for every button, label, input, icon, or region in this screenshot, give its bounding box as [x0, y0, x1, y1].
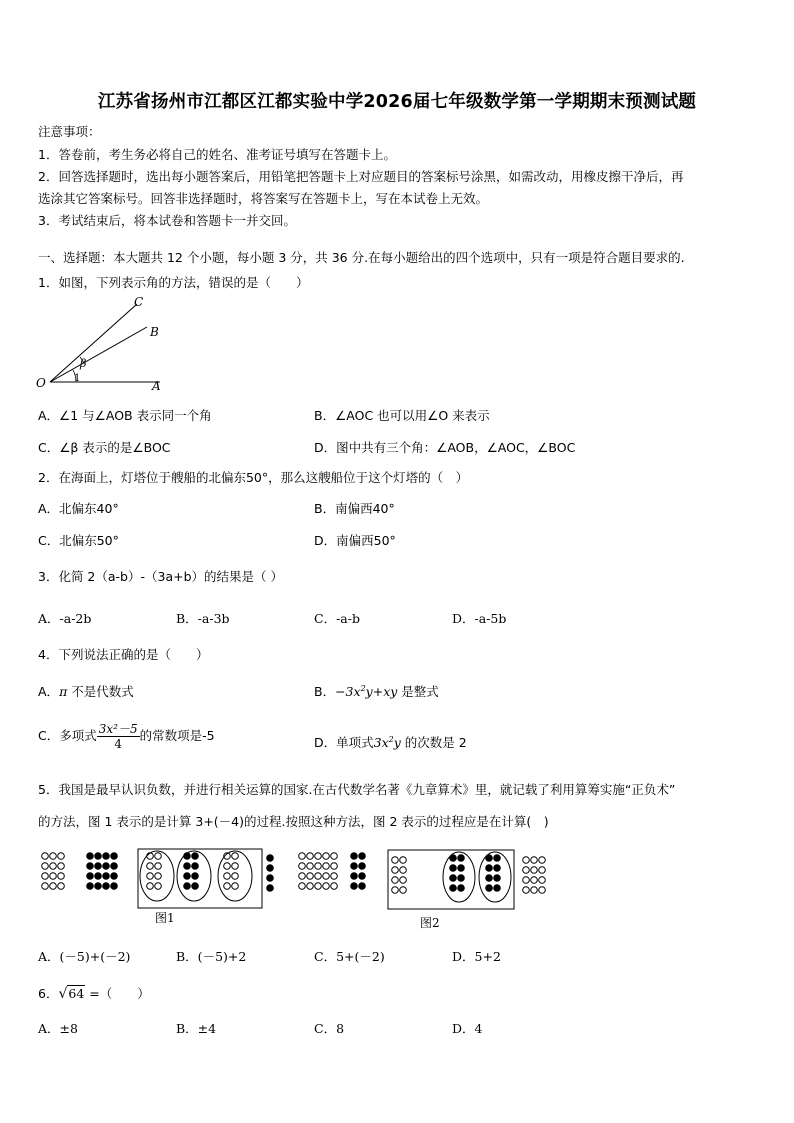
rod-cluster-4: [184, 853, 199, 890]
rod-dot: [315, 863, 322, 870]
rod-dot: [224, 863, 231, 870]
q4-c-numerator: 3x²－5: [98, 722, 138, 736]
notice-item-1: 1．答卷前，考生务必将自己的姓名、准考证号填写在答题卡上。: [38, 147, 396, 162]
rod-dot: [267, 865, 274, 872]
rod-dot: [267, 885, 274, 892]
q5-stem-line-2: 的方法，图 1 表示的是计算 3+(－4)的过程.按照这种方法，图 2 表示的过程应是在计算( ): [38, 814, 549, 829]
q6-option-d: D．4: [452, 1021, 483, 1036]
q6-stem: [38, 984, 150, 1002]
label-one: 1: [74, 373, 81, 384]
rod-dot: [323, 873, 330, 880]
rod-dot: [87, 863, 94, 870]
q4-d-prefix: D．单项式: [314, 735, 374, 750]
rod-dot: [95, 863, 102, 870]
rod-dot: [111, 853, 118, 860]
q4-option-b: [314, 682, 439, 700]
rod-dot: [331, 863, 338, 870]
rod-dot: [331, 873, 338, 880]
rod-dot: [184, 873, 191, 880]
label-A: A: [152, 379, 161, 392]
q2-option-b: B．南偏西40°: [314, 501, 395, 516]
q1-option-d: D．图中共有三个角：∠AOB，∠AOC，∠BOC: [314, 440, 576, 455]
rod-dot: [184, 863, 191, 870]
q4-a-pi: π: [59, 684, 68, 699]
rod-dot: [458, 855, 465, 862]
rod-dot: [392, 877, 399, 884]
rod-dot: [539, 867, 546, 874]
page-title: 江苏省扬州市江都区江都实验中学2026届七年级数学第一学期期末预测试题: [97, 92, 697, 112]
rod-dot: [307, 873, 314, 880]
rod-dot: [42, 883, 49, 890]
rod-dot: [315, 873, 322, 880]
rod-dot: [351, 863, 358, 870]
rod-dot: [147, 883, 154, 890]
rod-dot: [103, 863, 110, 870]
rod-dot: [299, 863, 306, 870]
rod-dot: [155, 853, 162, 860]
rod-dot: [523, 887, 530, 894]
rod-dot: [323, 883, 330, 890]
figure1-caption: 图1: [155, 911, 175, 925]
sqrt-sign: √: [58, 986, 68, 1002]
rod-cluster-7: [299, 853, 338, 890]
q1-option-b: B．∠AOC 也可以用∠O 来表示: [314, 408, 490, 423]
rod-dot: [111, 873, 118, 880]
q4-stem: 4．下列说法正确的是（ ）: [38, 647, 209, 662]
rod-dot: [523, 867, 530, 874]
angle-figure: [34, 294, 166, 392]
q6-option-b: B．±4: [176, 1021, 217, 1036]
rod-dot: [232, 883, 239, 890]
q2-stem: 2．在海面上，灯塔位于艘船的北偏东50°，那么这艘船位于这个灯塔的（ ）: [38, 470, 469, 485]
rod-dot: [58, 883, 65, 890]
rod-dot: [450, 865, 457, 872]
rod-dot: [494, 885, 501, 892]
rod-dot: [315, 883, 322, 890]
rod-dot: [58, 873, 65, 880]
q4-c-prefix: C．多项式: [38, 728, 97, 743]
q1-option-c: C．∠β 表示的是∠BOC: [38, 440, 171, 455]
rod-dot: [486, 875, 493, 882]
rod-dot: [458, 865, 465, 872]
rod-dot: [531, 857, 538, 864]
rod-dot: [539, 857, 546, 864]
rod-dot: [307, 883, 314, 890]
label-O: O: [36, 376, 46, 390]
rod-dot: [299, 853, 306, 860]
q4-c-suffix: 的常数项是-5: [139, 728, 215, 743]
notice-heading: 注意事项：: [38, 124, 101, 139]
q4-a-suffix: 不是代数式: [67, 684, 134, 699]
q3-option-b: B．-a-3b: [176, 611, 230, 626]
rod-dot: [267, 875, 274, 882]
rod-cluster-12: [523, 857, 546, 894]
rod-dot: [486, 885, 493, 892]
notice-item-2: 2．回答选择题时，选出每小题答案后，用铅笔把答题卡上对应题目的答案标号涂黑，如需改动，用橡皮擦干净后，再: [38, 169, 684, 184]
q3-stem: 3．化简 2（a-b）-（3a+b）的结果是（ ）: [38, 569, 283, 584]
rod-dot: [458, 875, 465, 882]
rod-dot: [42, 853, 49, 860]
q6-equals-paren: =（ ）: [85, 986, 150, 1001]
q4-a-prefix: A．: [38, 684, 60, 699]
rod-dot: [400, 857, 407, 864]
q1-option-a: A．∠1 与∠AOB 表示同一个角: [38, 408, 212, 423]
rod-dot: [95, 853, 102, 860]
rod-dot: [531, 877, 538, 884]
q4-d-suffix: 的次数是 2: [400, 735, 467, 750]
notice-item-2-cont: 选涂其它答案标号。回答非选择题时，将答案写在答题卡上，写在本试卷上无效。: [38, 191, 489, 206]
rod-dot: [87, 873, 94, 880]
rod-dot: [323, 863, 330, 870]
label-B: B: [150, 325, 159, 339]
label-beta: β: [80, 357, 87, 370]
rod-dot: [494, 855, 501, 862]
label-C: C: [134, 295, 144, 309]
rod-cluster-9: [392, 857, 407, 894]
q4-d-expression: $3x^2y$: [373, 734, 401, 750]
rod-dot: [351, 853, 358, 860]
rod-dot: [103, 853, 110, 860]
rod-dot: [50, 883, 57, 890]
rod-dot: [299, 873, 306, 880]
rod-dot: [103, 883, 110, 890]
rod-dot: [224, 883, 231, 890]
rod-dot: [523, 877, 530, 884]
rod-cluster-3: [147, 853, 162, 890]
rod-dot: [351, 873, 358, 880]
rod-dot: [50, 863, 57, 870]
q6-radicand: 64: [68, 986, 85, 1001]
rod-dot: [95, 883, 102, 890]
rod-dot: [192, 873, 199, 880]
rod-cluster-1: [42, 853, 65, 890]
rod-dot: [392, 867, 399, 874]
q3-option-a: A．-a-2b: [38, 611, 92, 626]
rod-dot: [494, 875, 501, 882]
q2-option-d: D．南偏西50°: [314, 533, 396, 548]
rod-cluster-8: [351, 853, 366, 890]
rod-dot: [42, 863, 49, 870]
q1-stem: 1．如图，下列表示角的方法，错误的是（ ）: [38, 275, 309, 290]
q3-option-c: C．-a-b: [314, 611, 360, 626]
rod-cluster-10: [450, 855, 465, 892]
rod-dot: [192, 883, 199, 890]
rod-dot: [50, 873, 57, 880]
rod-dot: [42, 873, 49, 880]
rod-dot: [58, 863, 65, 870]
notice-item-3: 3．考试结束后，将本试卷和答题卡一并交回。: [38, 213, 296, 228]
q4-b-expression: $-3x^2y+xy$: [335, 683, 398, 699]
rod-dot: [458, 885, 465, 892]
rod-dot: [400, 867, 407, 874]
rod-dot: [307, 853, 314, 860]
rod-dot: [392, 857, 399, 864]
q3-option-d: D．-a-5b: [452, 611, 507, 626]
q4-b-suffix: 是整式: [397, 684, 439, 699]
rod-dot: [450, 885, 457, 892]
rod-dot: [95, 873, 102, 880]
rod-dot: [155, 863, 162, 870]
rod-dot: [359, 853, 366, 860]
rod-cluster-5: [224, 853, 239, 890]
rod-dot: [147, 863, 154, 870]
rod-dot: [359, 863, 366, 870]
rod-dot: [103, 873, 110, 880]
rod-dot: [331, 853, 338, 860]
figure2-caption: 图2: [420, 916, 440, 930]
q5-option-c: C．5+(－2): [314, 949, 385, 964]
q5-stem-line-1: 5．我国是最早认识负数，并进行相关运算的国家.在古代数学名著《九章算术》里，就记载了利用算筹实施“正负术”: [38, 782, 676, 797]
rod-dot: [50, 853, 57, 860]
rod-dot: [192, 863, 199, 870]
q4-c-denominator: 4: [114, 737, 122, 751]
q6-option-c: C．8: [314, 1021, 345, 1036]
rod-dot: [523, 857, 530, 864]
q5-option-d: D．5+2: [452, 949, 501, 964]
rod-cluster-2: [87, 853, 118, 890]
rod-dot: [155, 873, 162, 880]
q5-option-b: B．(－5)+2: [176, 949, 247, 964]
q4-option-d: [314, 733, 467, 751]
rod-dot: [58, 853, 65, 860]
rod-dot: [224, 873, 231, 880]
counting-rods-figure: [40, 846, 560, 932]
rod-dot: [111, 863, 118, 870]
rod-cluster-11: [486, 855, 501, 892]
rod-dot: [192, 853, 199, 860]
rod-dot: [147, 873, 154, 880]
rod-dot: [494, 865, 501, 872]
q4-option-c: [38, 722, 215, 751]
rod-dot: [155, 883, 162, 890]
rod-dot: [359, 873, 366, 880]
rod-dot: [539, 877, 546, 884]
q4-b-prefix: B．: [314, 684, 336, 699]
q4-c-fraction: [97, 722, 140, 751]
rod-dot: [315, 853, 322, 860]
q2-option-a: A．北偏东40°: [38, 501, 119, 516]
q6-option-a: A．±8: [38, 1021, 78, 1036]
rod-dot: [299, 883, 306, 890]
rod-cluster-6: [267, 855, 274, 892]
rod-dot: [359, 883, 366, 890]
rod-dot: [267, 855, 274, 862]
rod-dot: [539, 887, 546, 894]
q2-option-c: C．北偏东50°: [38, 533, 119, 548]
rod-dot: [400, 877, 407, 884]
q5-option-a: A．(－5)+(－2): [38, 949, 131, 964]
rod-dot: [323, 853, 330, 860]
rod-dot: [392, 887, 399, 894]
rod-dot: [111, 883, 118, 890]
rod-dot: [331, 883, 338, 890]
rod-dot: [450, 875, 457, 882]
rod-dot: [232, 863, 239, 870]
rod-dot: [400, 887, 407, 894]
rod-dot: [531, 887, 538, 894]
rod-dot: [184, 883, 191, 890]
rod-dot: [307, 863, 314, 870]
q4-option-a: [38, 682, 134, 700]
section-heading: 一、选择题：本大题共 12 个小题，每小题 3 分，共 36 分.在每小题给出的四个选项中，只有一项是符合题目要求的.: [38, 250, 685, 265]
rod-dot: [351, 883, 358, 890]
rod-dot: [486, 865, 493, 872]
rod-dot: [87, 883, 94, 890]
rod-dot: [87, 853, 94, 860]
q6-number: 6．: [38, 986, 59, 1001]
rod-dot: [232, 873, 239, 880]
rod-dot: [531, 867, 538, 874]
rod-dot: [232, 853, 239, 860]
